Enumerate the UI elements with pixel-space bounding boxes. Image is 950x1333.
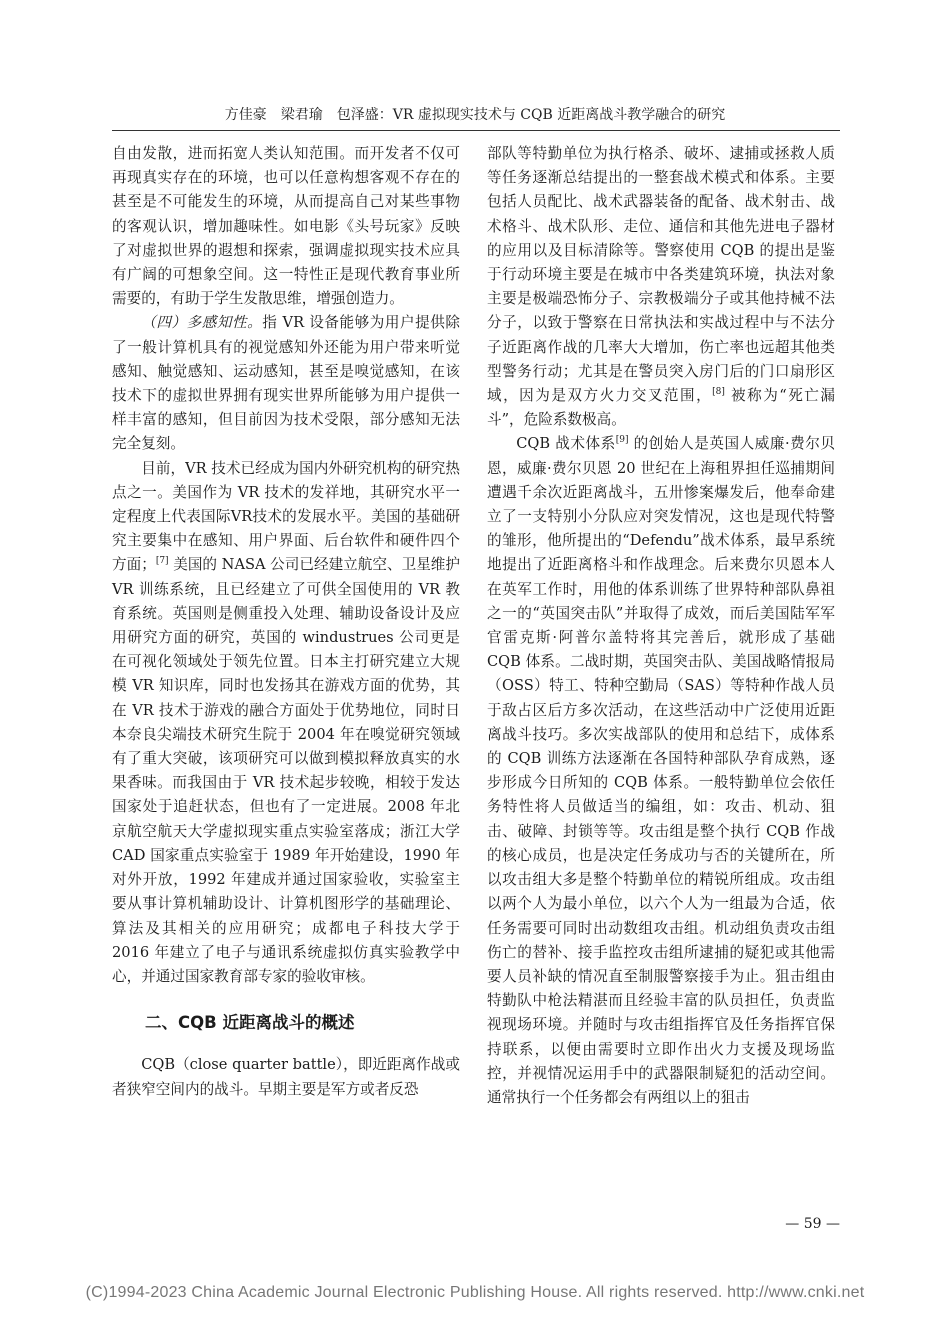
paragraph-text: CQB 战术体系 xyxy=(516,435,616,453)
citation[interactable]: [7] xyxy=(155,556,169,567)
left-column xyxy=(112,142,460,1102)
header-rule xyxy=(112,130,840,131)
subheading-lead: （四）多感知性。 xyxy=(141,314,263,332)
paragraph xyxy=(487,142,835,432)
paragraph-text: 美国的 NASA 公司已经建立航空、卫星维护 VR 训练系统，且已经建立了可供全国使用的 VR 教育系统。英国则是侧重投入处理、辅助设备设计及应用研究方面的研究，英国的 windustrues 公司更是在可视化领域处于领先位置。日本主打研究建立大规模 VR 知识库，同时也发扬其在游戏方面的优势，其在 VR 技术于游戏的融合方面处于优势地位，同时日本奈良尖端技术研究生院于 2004 年在嗅觉研究领域有了重大突破，该项研究可以做到模拟释放真实的水果香味。而我国由于 VR 技术起步较晚，相较于发达国家处于追赶状态，但也有了一定进展。2008 年北京航空航天大学虚拟现实重点实验室落成；浙江大学 CAD 国家重点实验室于 1989 年开始建设，1990 年对外开放，1992 年建成并通过国家验收，实验室主要从事计算机辅助设计、计算机图形学的基础理论、算法及其相关的应用研究；成都电子科技大学于 2016 年建立了电子与通讯系统虚拟仿真实验教学中心，并通过国家教育部专家的验收审核。 xyxy=(112,556,460,985)
paragraph-text: 指 VR 设备能够为用户提供除了一般计算机具有的视觉感知外还能为用户带来听觉感知、触觉感知、运动感知，甚至是嗅觉感知，在该技术下的虚拟世界拥有现实世界所能够为用户提供一样丰富的感知，但目前因为技术受限，部分感知无法完全复刻。 xyxy=(112,314,460,453)
paragraph-text: 被称为“死亡漏斗”，危险系数极高。 xyxy=(487,387,835,429)
paragraph: 自由发散，进而拓宽人类认知范围。而开发者不仅可再现真实存在的环境，也可以任意构想客观不存在的甚至是不可能发生的环境，从而提高自己对某些事物的客观认识，增加趣味性。如电影《头号玩家》反映了对虚拟世界的遐想和探索，强调虚拟现实技术应具有广阔的可想象空间。这一特性正是现代教育事业所需要的，有助于学生发散思维，增强创造力。 xyxy=(112,145,460,308)
section-heading: 二、CQB 近距离战斗的概述 xyxy=(145,1013,355,1033)
citation[interactable]: [8] xyxy=(712,387,725,398)
paragraph-text: 的创始人是英国人威廉·费尔贝恩，威廉·费尔贝恩 20 世纪在上海租界担任巡捕期间遭遇千余次近距离战斗，五卅惨案爆发后，他奉命建立了一支特别小分队应对突发情况，这也是现代特警的雏形，他所提出的“Defendu”战术体系，最早系统地提出了近距离格斗和作战理念。后来费尔贝恩本人在英军工作时，用他的体系训练了世界特种部队鼻祖之一的“英国突击队”并取得了成效，而后美国陆军军官雷克斯·阿普尔盖特将其完善后，就形成了基础 CQB 体系。二战时期，英国突击队、美国战略情报局（OSS）特工、特种空勤局（SAS）等特种作战人员于敌占区后方多次活动，在这些活动中广泛使用近距离战斗技巧。多次实战部队的使用和总结下，成体系的 CQB 训练方法逐渐在各国特种部队孕育成熟，逐步形成今日所知的 CQB 体系。一般特勤单位会依任务特性将人员做适当的编组，如：攻击、机动、狙击、破障、封锁等等。攻击组是整个执行 CQB 作战的核心成员，也是决定任务成功与否的关键所在，所以攻击组大多是整个特勤单位的精锐所组成。攻击组以两个人为最小单位，以六个人为一组最为合适，依任务需要可同时出动数组攻击组。机动组负责攻击组伤亡的替补、接手监控攻击组所逮捕的疑犯或其他需要人员补缺的情况直至制服警察接手为止。狙击组由特勤队中枪法精湛而且经验丰富的队员担任，负责监视现场环境。并随时与攻击组指挥官及任务指挥官保持联系，以便由需要时立即作出火力支援及现场监控，并视情况运用手中的武器限制疑犯的活动空间。通常执行一个任务都会有两组以上的狙击 xyxy=(487,435,836,1106)
paragraph: CQB（close quarter battle），即近距离作战或者狭窄空间内的战斗。早期主要是军方或者反恐 xyxy=(112,1056,460,1098)
paragraph xyxy=(112,457,460,989)
running-title: 方佳豪 梁君瑜 包泽盛：VR 虚拟现实技术与 CQB 近距离战斗教学融合的研究 xyxy=(224,107,726,123)
paragraph xyxy=(112,311,460,456)
paragraph-text: 目前，VR 技术已经成为国内外研究机构的研究热点之一。美国作为 VR 技术的发祥地，其研究水平一定程度上代表国际VR技术的发展水平。美国的基础研究主要集中在感知、用户界面、后台软件和硬件四个方面； xyxy=(112,459,460,574)
paragraph xyxy=(487,432,835,1110)
right-column xyxy=(487,142,835,1110)
page-number: — 59 — xyxy=(785,1216,840,1232)
paragraph-text: 部队等特勤单位为执行格杀、破坏、逮捕或拯救人质等任务逐渐总结提出的一整套战术模式和体系。主要包括人员配比、战术武器装备的配备、战术射击、战术格斗、战术队形、走位、通信和其他先进电子器材的应用以及目标清除等。警察使用 CQB 的提出是鉴于行动环境主要是在城市中各类建筑环境，执法对象主要是极端恐怖分子、宗教极端分子或其他持械不法分子，以致于警察在日常执法和实战过程中与不法分子近距离作战的几率大大增加，伤亡率也远超其他类型警务行动；尤其是在警员突入房门后的门口扇形区域，因为是双方火力交叉范围， xyxy=(487,145,835,405)
copyright-footer: (C)1994-2023 China Academic Journal Electronic Publishing House. All rights reserved. http://www.cnki.net xyxy=(85,1284,865,1301)
citation[interactable]: [9] xyxy=(615,435,629,446)
